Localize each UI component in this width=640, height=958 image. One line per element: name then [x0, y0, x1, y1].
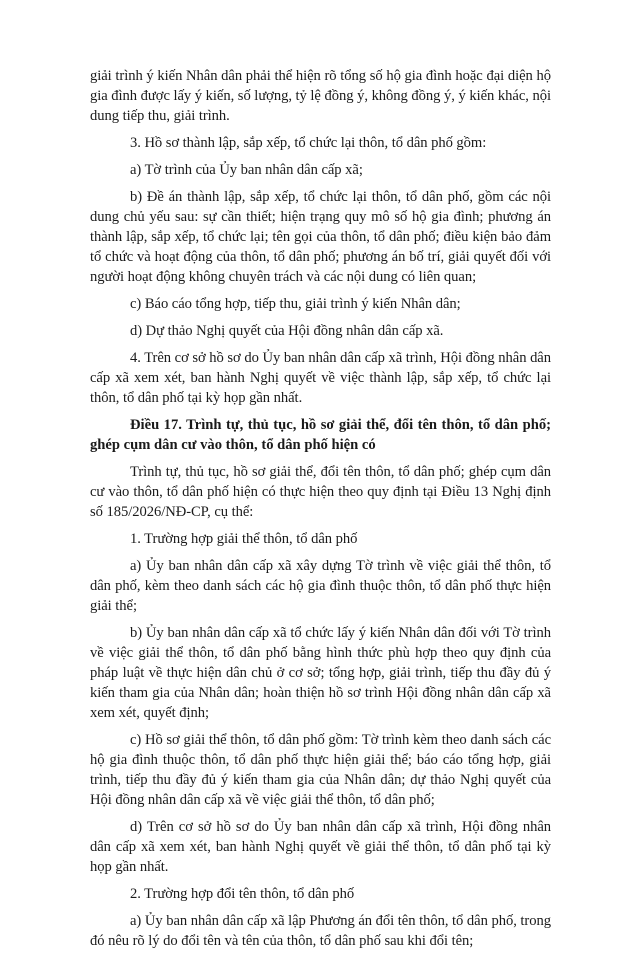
paragraph-case-1a: a) Ủy ban nhân dân cấp xã xây dựng Tờ trình về việc giải thể thôn, tổ dân phố, kèm theo danh sách các hộ gia đình thuộc thôn, tổ dân phố thực hiện giải thể;: [90, 558, 551, 614]
paragraph-item-4: 4. Trên cơ sở hồ sơ do Ủy ban nhân dân cấp xã trình, Hội đồng nhân dân cấp xã xem xét, ban hành Nghị quyết về việc thành lập, sắp xếp, tổ chức lại thôn, tổ dân phố tại kỳ họp gần nhất.: [90, 350, 551, 406]
paragraph-item-3b: b) Đề án thành lập, sắp xếp, tổ chức lại thôn, tổ dân phố, gồm các nội dung chủ yếu sau: sự cần thiết; hiện trạng quy mô số hộ gia đình; phương án thành lập, sắp xếp, tổ chức lại; tên gọi của thôn, tổ dân phố; điều kiện bảo đảm tổ chức và hoạt động của thôn, tổ dân phố; phương án bố trí, giải quyết đối với người hoạt động không chuyên trách và các nội dung có liên quan;: [90, 189, 551, 285]
paragraph-item-3d: d) Dự thảo Nghị quyết của Hội đồng nhân dân cấp xã.: [130, 323, 444, 339]
paragraph-item-3a: a) Tờ trình của Ủy ban nhân dân cấp xã;: [130, 162, 363, 178]
paragraph-item-3: 3. Hồ sơ thành lập, sắp xếp, tổ chức lại thôn, tổ dân phố gồm:: [130, 135, 487, 151]
paragraph-case-2: 2. Trường hợp đổi tên thôn, tổ dân phố: [130, 886, 355, 902]
paragraph-item-3c: c) Báo cáo tổng hợp, tiếp thu, giải trình ý kiến Nhân dân;: [130, 296, 461, 312]
paragraph-case-2a: a) Ủy ban nhân dân cấp xã lập Phương án đổi tên thôn, tổ dân phố, trong đó nêu rõ lý do đổi tên và tên của thôn, tổ dân phố sau khi đổi tên;: [90, 913, 551, 949]
paragraph-case-1: 1. Trường hợp giải thể thôn, tổ dân phố: [130, 531, 358, 547]
document-page: [90, 66, 551, 958]
paragraph-case-1d: d) Trên cơ sở hồ sơ do Ủy ban nhân dân cấp xã trình, Hội đồng nhân dân cấp xã xem xét, ban hành Nghị quyết về giải thể thôn, tổ dân phố tại kỳ họp gần nhất.: [90, 819, 551, 875]
article-17-heading: Điều 17. Trình tự, thủ tục, hồ sơ giải thể, đổi tên thôn, tổ dân phố; ghép cụm dân cư vào thôn, tổ dân phố hiện có: [90, 417, 551, 453]
paragraph-case-1c: c) Hồ sơ giải thể thôn, tổ dân phố gồm: Tờ trình kèm theo danh sách các hộ gia đình thuộc thôn, tổ dân phố thực hiện giải thể; báo cáo tổng hợp, giải trình, tiếp thu đầy đủ ý kiến tham gia của Nhân dân; dự thảo Nghị quyết của Hội đồng nhân dân cấp xã về việc giải thể thôn, tổ dân phố;: [90, 732, 551, 808]
paragraph-article-intro: Trình tự, thủ tục, hồ sơ giải thể, đổi tên thôn, tổ dân phố; ghép cụm dân cư vào thôn, tổ dân phố hiện có thực hiện theo quy định tại Điều 13 Nghị định số 185/2026/NĐ-CP, cụ thể:: [90, 464, 551, 520]
paragraph-continuation: giải trình ý kiến Nhân dân phải thể hiện rõ tổng số hộ gia đình hoặc đại diện hộ gia đình được lấy ý kiến, số lượng, tỷ lệ đồng ý, không đồng ý, ý kiến khác, nội dung tiếp thu, giải trình.: [90, 68, 551, 124]
paragraph-case-1b: b) Ủy ban nhân dân cấp xã tổ chức lấy ý kiến Nhân dân đối với Tờ trình về việc giải thể thôn, tổ dân phố bằng hình thức phù hợp theo quy định của pháp luật về thực hiện dân chủ ở cơ sở; tổng hợp, giải trình, tiếp thu đầy đủ ý kiến tham gia của Nhân dân; hoàn thiện hồ sơ trình Hội đồng nhân dân cấp xã xem xét, quyết định;: [90, 625, 551, 721]
